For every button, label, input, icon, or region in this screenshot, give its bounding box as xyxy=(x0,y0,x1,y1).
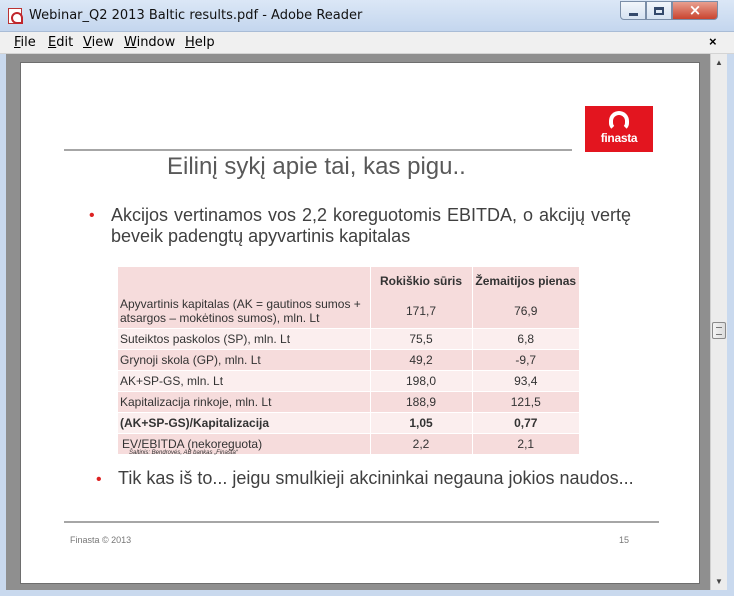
cell-rokiskio: 49,2 xyxy=(370,350,472,371)
table-row xyxy=(118,413,579,434)
pdf-file-icon xyxy=(8,8,22,24)
vertical-scrollbar[interactable] xyxy=(710,54,727,590)
header-divider xyxy=(64,149,572,151)
close-icon: × xyxy=(688,1,702,19)
row-label: AK+SP-GS, mln. Lt xyxy=(118,371,370,392)
cell-zemaitijos: -9,7 xyxy=(472,350,579,371)
row-label: Suteiktos paskolos (SP), mln. Lt xyxy=(118,329,370,350)
menu-help[interactable]: Help xyxy=(185,35,215,50)
valuation-table xyxy=(118,267,579,454)
cell-rokiskio: 171,7 xyxy=(370,294,472,329)
maximize-icon xyxy=(654,7,664,15)
title-bar xyxy=(0,0,734,32)
scroll-thumb[interactable] xyxy=(712,322,726,339)
footer-divider xyxy=(64,521,659,523)
cell-zemaitijos: 6,8 xyxy=(472,329,579,350)
window-title: Webinar_Q2 2013 Baltic results.pdf - Adobe Reader xyxy=(29,8,363,23)
pdf-page xyxy=(20,62,700,584)
table-row xyxy=(118,350,579,371)
cell-rokiskio: 1,05 xyxy=(370,413,472,434)
close-document-button[interactable]: × xyxy=(709,34,717,49)
logo-text: finasta xyxy=(600,131,638,145)
row-label: (AK+SP-GS)/Kapitalizacija xyxy=(118,413,370,434)
cell-rokiskio: 188,9 xyxy=(370,392,472,413)
finasta-logo xyxy=(585,106,653,152)
cell-zemaitijos: 93,4 xyxy=(472,371,579,392)
table-header-zemaitijos: Žemaitijos pienas xyxy=(472,267,579,294)
row-label: Grynoji skola (GP), mln. Lt xyxy=(118,350,370,371)
scroll-down-arrow-icon[interactable]: ▼ xyxy=(715,577,723,586)
bullet-icon: • xyxy=(96,471,102,488)
menu-bar xyxy=(0,32,734,54)
bullet-text-1: Akcijos vertinamos vos 2,2 koreguotomis EBITDA, o akcijų vertę beveik padengtų apyvartinis kapitalas xyxy=(111,205,631,246)
source-note: Šaltinis: Bendrovės, AB bankas „Finasta“ xyxy=(129,450,238,456)
cell-zemaitijos: 76,9 xyxy=(472,294,579,329)
row-label: EV/EBITDA (nekoreguota) xyxy=(118,434,370,455)
table-row xyxy=(118,371,579,392)
maximize-button[interactable] xyxy=(646,1,672,20)
table-row xyxy=(118,294,579,329)
menu-file[interactable]: File xyxy=(14,35,36,50)
menu-window[interactable]: Window xyxy=(124,35,176,50)
slide-title: Eilinį sykį apie tai, kas pigu.. xyxy=(167,153,466,180)
row-label: Kapitalizacija rinkoje, mln. Lt xyxy=(118,392,370,413)
close-window-button[interactable] xyxy=(672,1,718,20)
table-row xyxy=(118,329,579,350)
scroll-up-arrow-icon[interactable]: ▲ xyxy=(715,58,723,67)
table-header-rokiskio: Rokiškio sūris xyxy=(370,267,472,294)
cell-zemaitijos: 0,77 xyxy=(472,413,579,434)
row-label: Apyvartinis kapitalas (AK = gautinos sumos + atsargos – mokėtinos sumos), mln. Lt xyxy=(118,294,370,329)
bullet-text-2: Tik kas iš to... jeigu smulkieji akcininkai negauna jokios naudos... xyxy=(118,468,634,488)
document-viewport xyxy=(6,54,710,590)
cell-rokiskio: 2,2 xyxy=(370,434,472,455)
minimize-icon xyxy=(629,13,638,16)
cell-rokiskio: 198,0 xyxy=(370,371,472,392)
cell-rokiskio: 75,5 xyxy=(370,329,472,350)
footer-copyright: Finasta © 2013 xyxy=(70,535,132,545)
table-header-empty xyxy=(118,267,370,294)
lion-icon xyxy=(609,111,629,131)
page-number: 15 xyxy=(619,535,630,545)
bullet-icon: • xyxy=(89,207,95,224)
menu-view[interactable]: View xyxy=(83,35,114,50)
cell-zemaitijos: 2,1 xyxy=(472,434,579,455)
table-row xyxy=(118,392,579,413)
minimize-button[interactable] xyxy=(620,1,646,20)
menu-edit[interactable]: Edit xyxy=(48,35,74,50)
cell-zemaitijos: 121,5 xyxy=(472,392,579,413)
